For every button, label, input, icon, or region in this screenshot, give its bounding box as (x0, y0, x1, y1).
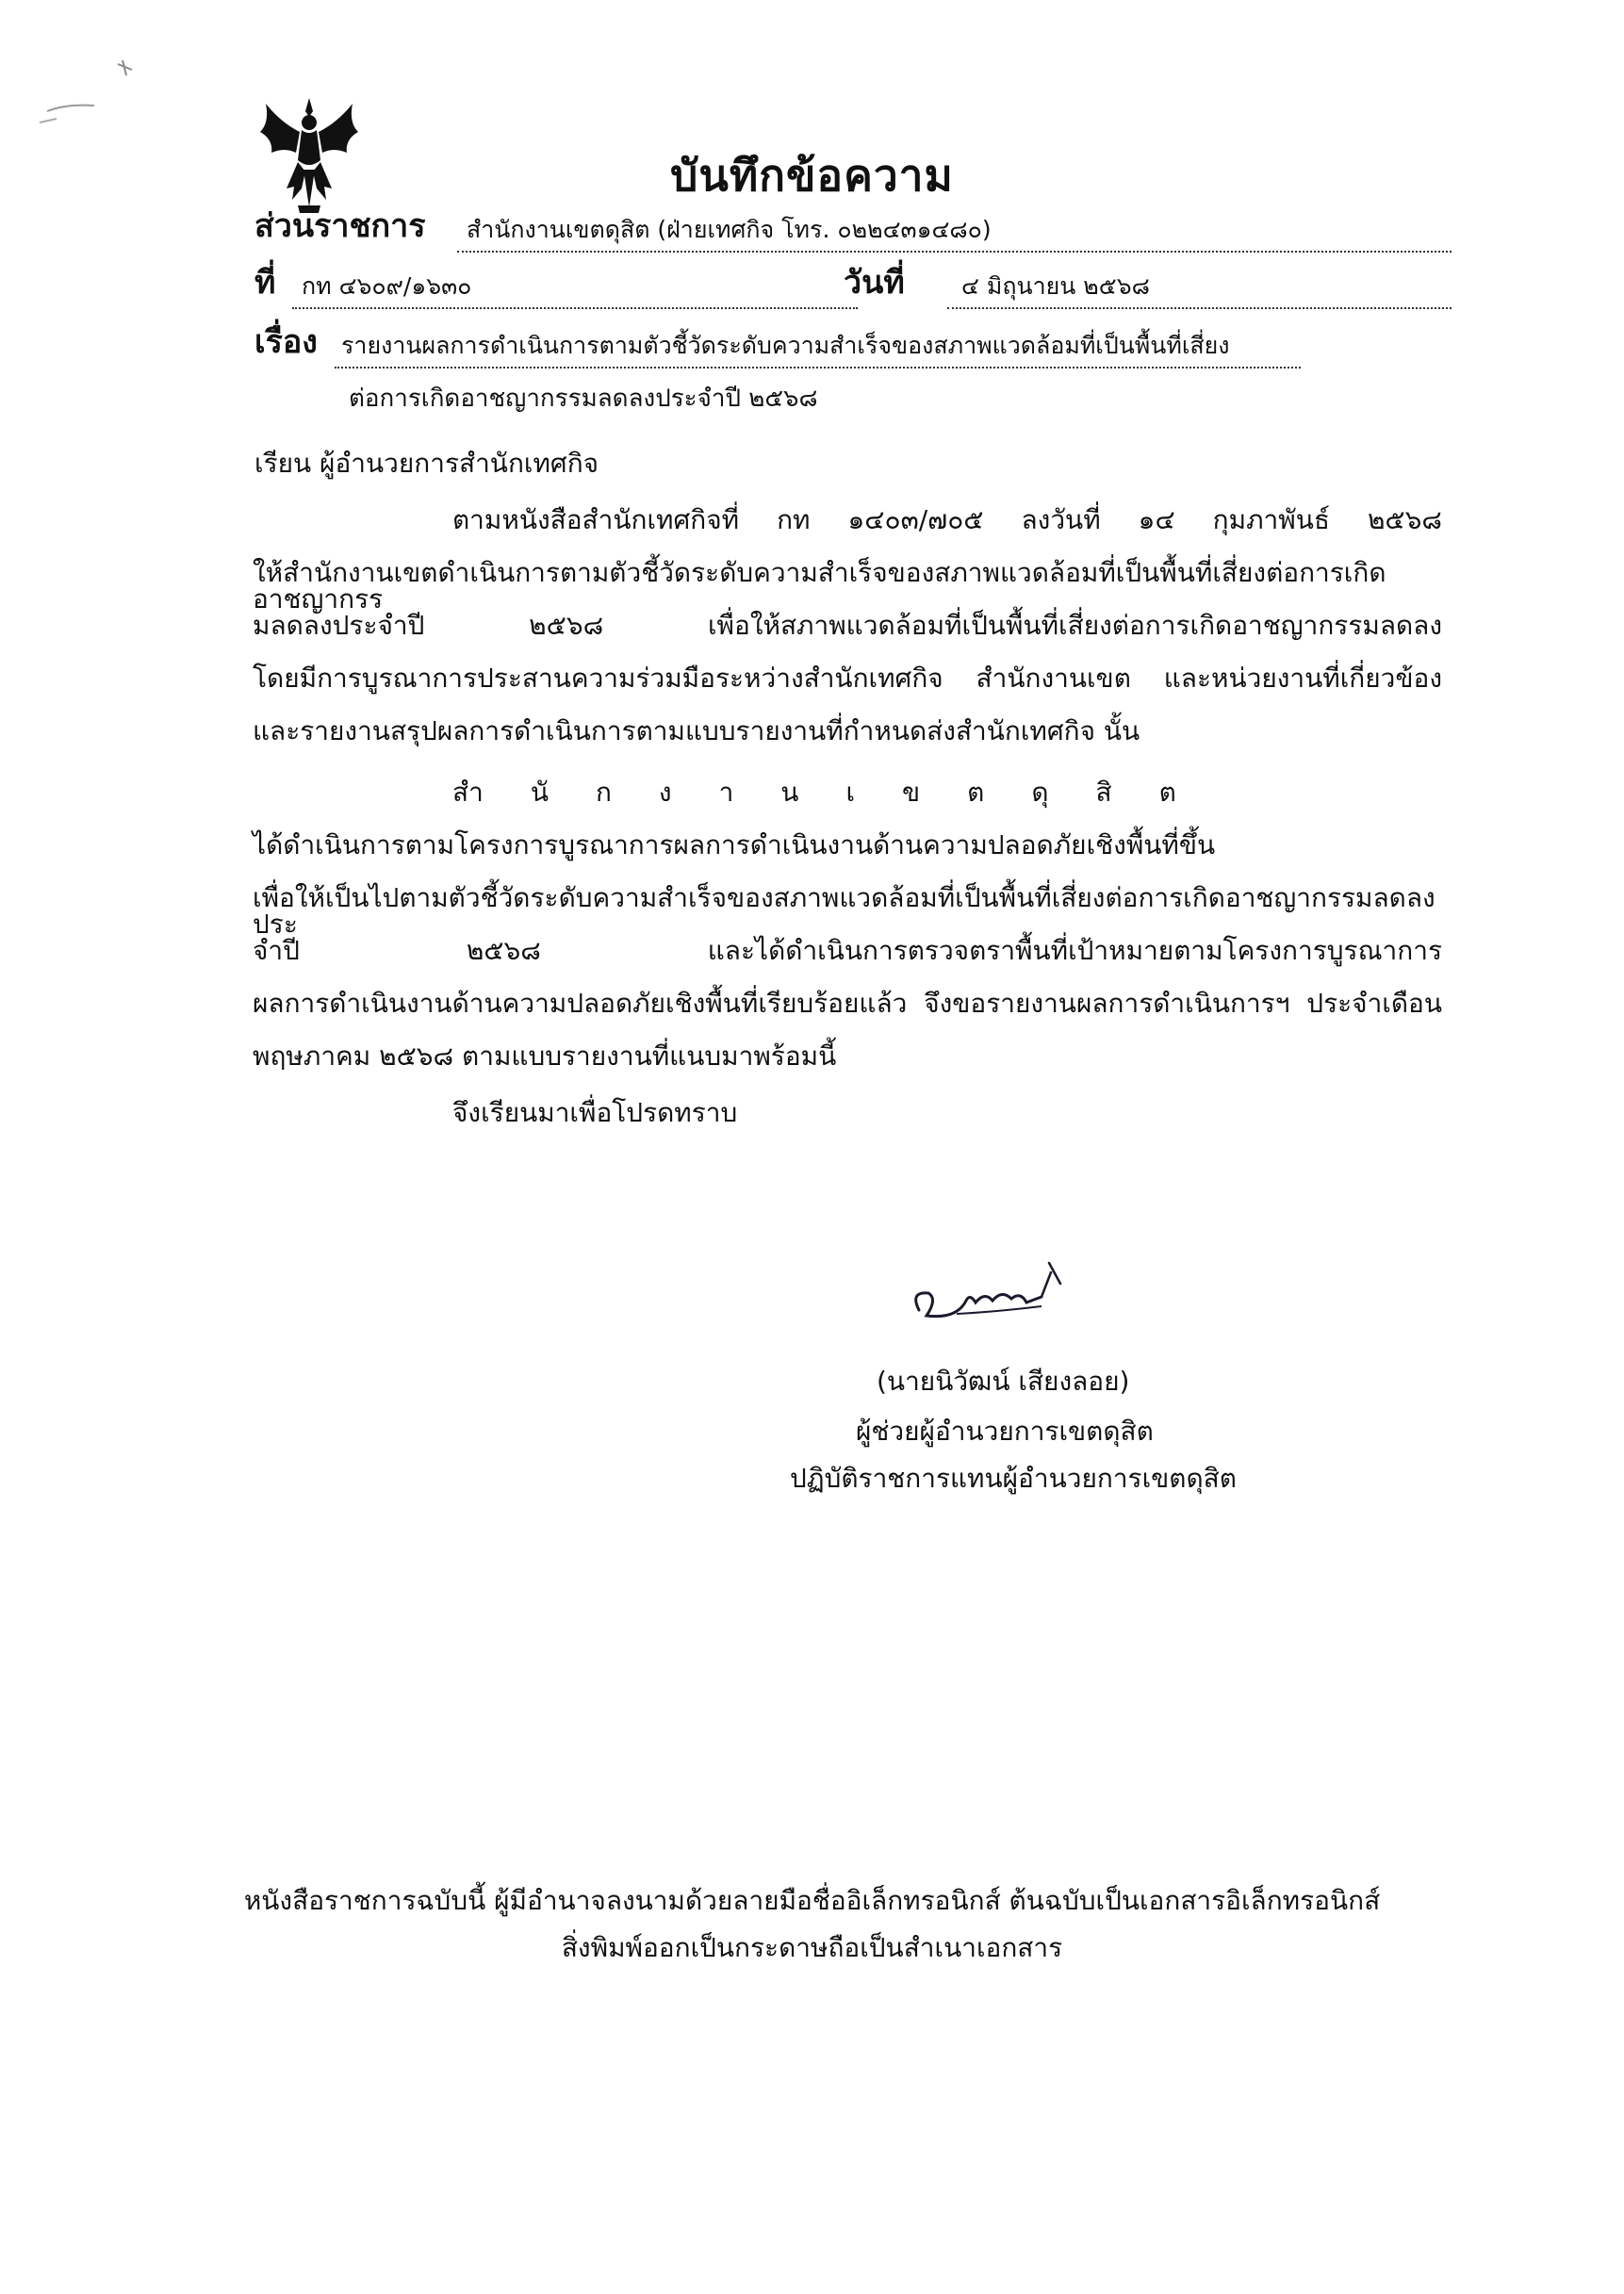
signer-name: (นายนิวัฒน์ เสียงลอย) (877, 1366, 1130, 1397)
agency-row (254, 209, 1452, 256)
subject-line-1: รายงานผลการดำเนินการตามตัวชี้วัดระดับความสำเร็จของสภาพแวดล้อมที่เป็นพื้นที่เสี่ยง (341, 332, 1230, 359)
paragraph-1-line-1: ตามหนังสือสำนักเทศกิจที่ กท ๑๔๐๓/๗๐๕ ลงวันที่ ๑๔ กุมภาพันธ์ ๒๕๖๘ (452, 504, 1442, 535)
ref-date-row (254, 266, 1452, 313)
closing-line: จึงเรียนมาเพื่อโปรดทราบ (452, 1097, 738, 1128)
subject-row (254, 325, 1301, 372)
paragraph-1-line-5: และรายงานสรุปผลการดำเนินการตามแบบรายงานที่กำหนดส่งสำนักเทศกิจ นั้น (253, 715, 1140, 746)
ref-label: ที่ (254, 264, 276, 302)
ref-dotline (292, 307, 858, 309)
footer-note-line-1: หนังสือราชการฉบับนี้ ผู้มีอำนาจลงนามด้วยลายมือชื่ออิเล็กทรอนิกส์ ต้นฉบับเป็นเอกสารอิเล็กทรอนิกส์ (243, 1885, 1381, 1916)
handwritten-signature (900, 1254, 1089, 1338)
paragraph-2-line-2: ได้ดำเนินการตามโครงการบูรณาการผลการดำเนินงานด้านความปลอดภัยเชิงพื้นที่ขึ้น (253, 829, 1216, 860)
paragraph-2-line-5: ผลการดำเนินงานด้านความปลอดภัยเชิงพื้นที่เรียบร้อยแล้ว จึงขอรายงานผลการดำเนินการฯ ประจำเดือน (253, 988, 1442, 1019)
agency-dotline (457, 251, 1452, 253)
subject-label: เรื่อง (254, 323, 318, 361)
paragraph-1-line-2: ให้สำนักงานเขตดำเนินการตามตัวชี้วัดระดับความสำเร็จของสภาพแวดล้อมที่เป็นพื้นที่เสี่ยงต่อการเกิดอาชญากรร (253, 557, 1386, 614)
paragraph-1-line-3: มลดลงประจำปี ๒๕๖๘ เพื่อให้สภาพแวดล้อมที่เป็นพื้นที่เสี่ยงต่อการเกิดอาชญากรรมลดลง (253, 610, 1442, 641)
paragraph-2-line-6: พฤษภาคม ๒๕๖๘ ตามแบบรายงานที่แนบมาพร้อมนี้ (253, 1040, 837, 1072)
subject-line-2: ต่อการเกิดอาชญากรรมลดลงประจำปี ๒๕๖๘ (349, 385, 818, 413)
signer-position-1: ผู้ช่วยผู้อำนวยการเขตดุสิต (856, 1416, 1154, 1447)
signer-position-2: ปฏิบัติราชการแทนผู้อำนวยการเขตดุสิต (790, 1463, 1237, 1494)
paragraph-2-line-4: จำปี ๒๕๖๘ และได้ดำเนินการตรวจตราพื้นที่เป้าหมายตามโครงการบูรณาการ (253, 935, 1442, 966)
date-value: ๔ มิถุนายน ๒๕๖๘ (961, 272, 1150, 300)
date-label: วันที่ (844, 264, 905, 302)
paragraph-1-line-4: โดยมีการบูรณาการประสานความร่วมมือระหว่างสำนักเทศกิจ สำนักงานเขต และหน่วยงานที่เกี่ยวข้อง (253, 663, 1442, 694)
agency-value: สำนักงานเขตดุสิต (ฝ่ายเทศกิจ โทร. ๐๒๒๔๓๑๔๘๐) (467, 216, 992, 243)
salutation: เรียน ผู้อำนวยการสำนักเทศกิจ (254, 448, 599, 479)
document-title: บันทึกข้อความ (670, 150, 954, 201)
date-dotline (947, 307, 1452, 309)
ref-value: กท ๔๖๐๙/๑๖๓๐ (302, 272, 472, 300)
paragraph-2-line-1: สำนักงานเขตดุสิต (452, 777, 1223, 808)
scan-mark-decoration (28, 57, 141, 132)
agency-label: ส่วนราชการ (254, 207, 426, 245)
subject-dotline (335, 367, 1301, 369)
paragraph-2-line-3: เพื่อให้เป็นไปตามตัวชี้วัดระดับความสำเร็จของสภาพแวดล้อมที่เป็นพื้นที่เสี่ยงต่อการเกิดอาชญากรรมลดลงประ (253, 882, 1435, 940)
footer-note-line-2: สิ่งพิมพ์ออกเป็นกระดาษถือเป็นสำเนาเอกสาร (561, 1932, 1063, 1963)
